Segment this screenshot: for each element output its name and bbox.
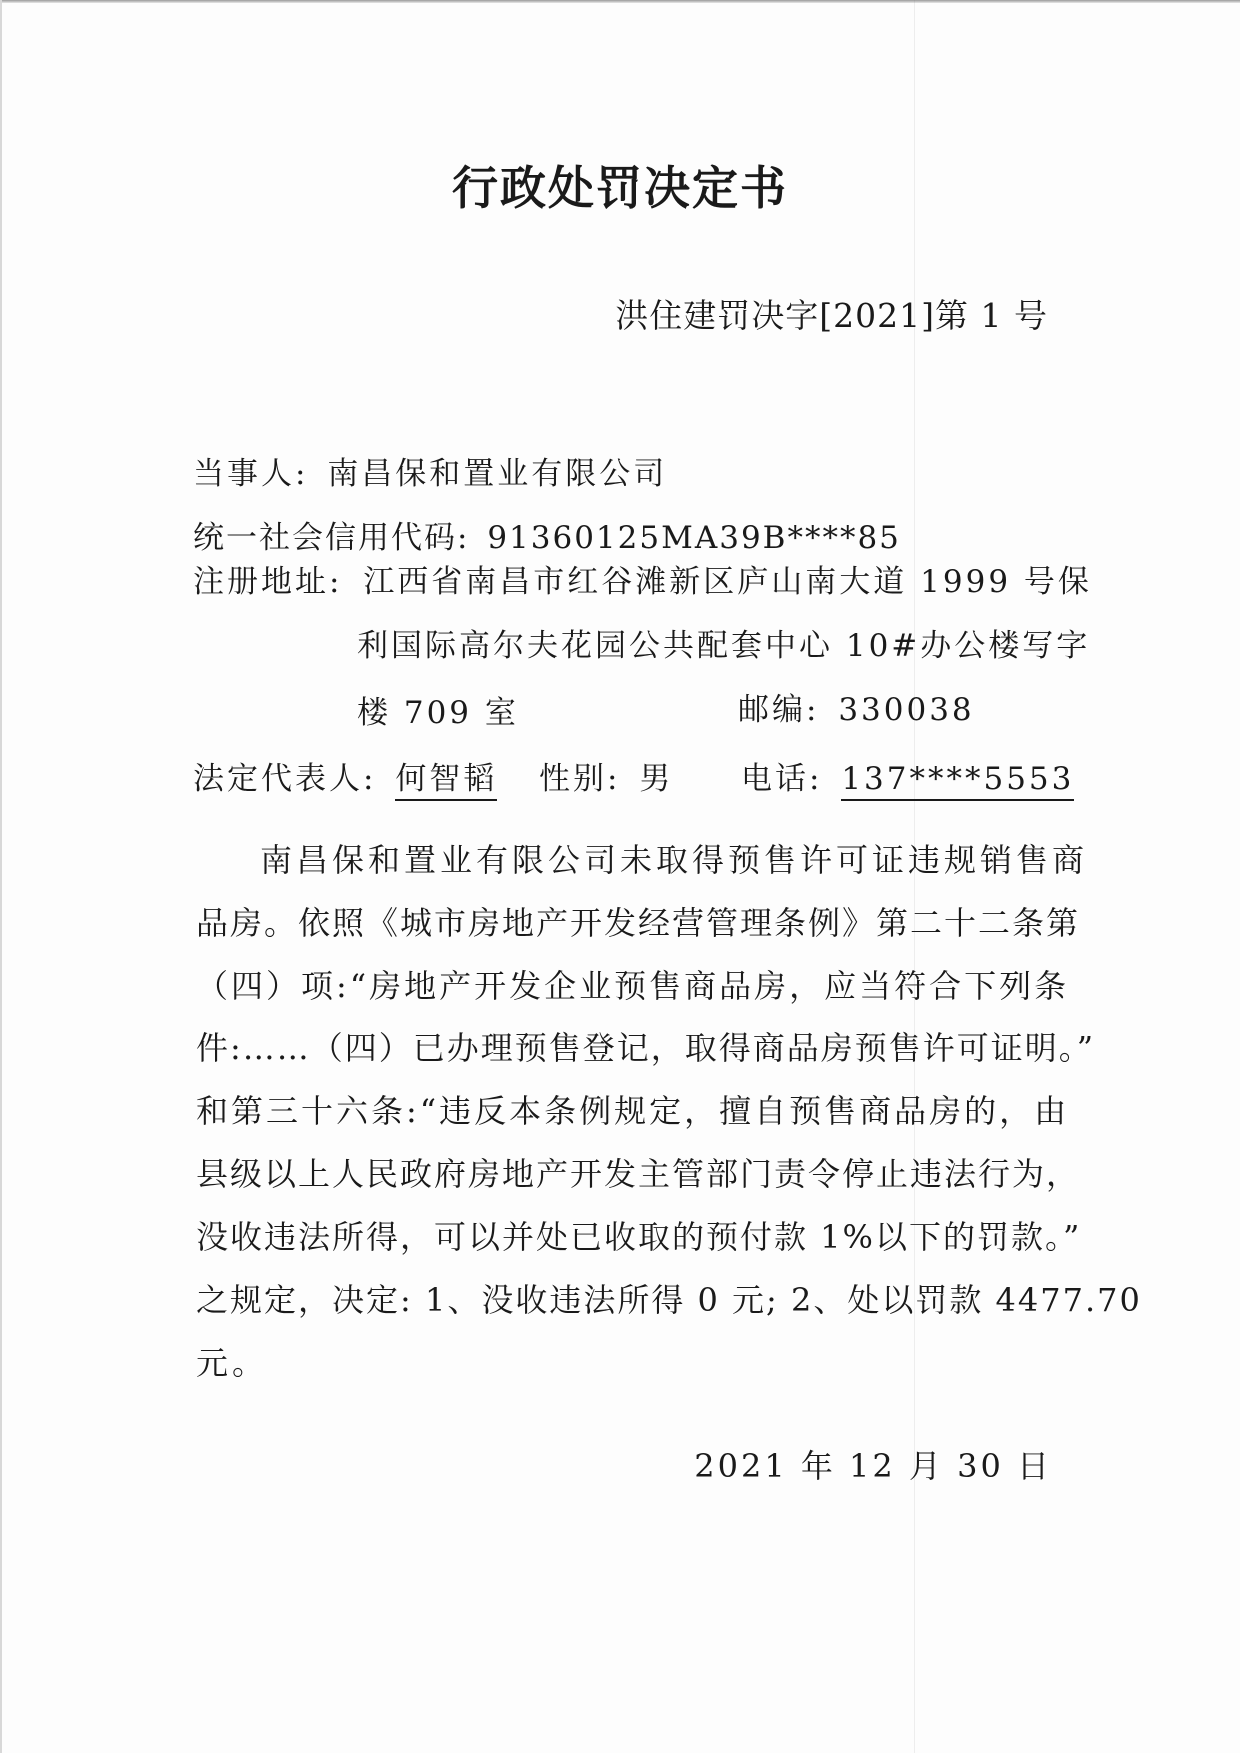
address-line-1: 江西省南昌市红谷滩新区庐山南大道 1999 号保 bbox=[363, 564, 1092, 600]
party-label: 当事人: bbox=[193, 456, 309, 492]
address-line-3: 楼 709 室 bbox=[357, 695, 519, 731]
body-line: 件:……（四）已办理预售登记，取得商品房预售许可证明。” bbox=[196, 1029, 1096, 1067]
body-line: 南昌保和置业有限公司未取得预售许可证违规销售商 bbox=[260, 841, 1089, 879]
credit-code-row bbox=[193, 512, 901, 557]
body-line: 和第三十六条:“违反本条例规定，擅自预售商品房的，由 bbox=[196, 1092, 1070, 1130]
postcode-label: 邮编: bbox=[738, 692, 820, 728]
address-row bbox=[193, 556, 1092, 601]
party-row bbox=[193, 448, 667, 493]
body-line: 没收违法所得，可以并处已收取的预付款 1%以下的罚款。” bbox=[196, 1218, 1082, 1256]
phone-label: 电话: bbox=[741, 761, 823, 797]
address-line-2: 利国际高尔夫花园公共配套中心 10#办公楼写字 bbox=[357, 628, 1091, 664]
address-label: 注册地址: bbox=[193, 564, 343, 600]
scan-edge bbox=[0, 0, 1240, 3]
body-line: 元。 bbox=[196, 1344, 269, 1382]
phone-value: 137****5553 bbox=[841, 761, 1074, 801]
body-line: 品房。依照《城市房地产开发经营管理条例》第二十二条第 bbox=[196, 904, 1081, 942]
postcode-value: 330038 bbox=[838, 692, 975, 728]
body-line: （四）项:“房地产开发企业预售商品房，应当符合下列条 bbox=[196, 967, 1070, 1005]
body-line: 之规定，决定: 1、没收违法所得 0 元; 2、处以罚款 4477.70 bbox=[196, 1281, 1142, 1319]
gender-row bbox=[539, 753, 673, 798]
credit-code-value: 91360125MA39B****85 bbox=[487, 520, 901, 556]
document-date: 2021 年 12 月 30 日 bbox=[694, 1447, 1052, 1485]
gender-value: 男 bbox=[639, 761, 674, 797]
legal-rep-label: 法定代表人: bbox=[193, 761, 377, 797]
document-number: 洪住建罚决字[2021]第 1 号 bbox=[615, 296, 1048, 335]
legal-rep-row bbox=[193, 753, 497, 798]
body-line: 县级以上人民政府房地产开发主管部门责令停止违法行为， bbox=[196, 1155, 1081, 1193]
party-value: 南昌保和置业有限公司 bbox=[327, 456, 668, 492]
legal-rep-value: 何智韬 bbox=[395, 761, 497, 801]
credit-code-label: 统一社会信用代码: bbox=[193, 520, 470, 556]
gender-label: 性别: bbox=[539, 761, 621, 797]
document-title: 行政处罚决定书 bbox=[452, 161, 788, 215]
scan-edge bbox=[0, 0, 2, 1753]
phone-row bbox=[741, 753, 1074, 798]
postcode-row bbox=[738, 684, 975, 729]
